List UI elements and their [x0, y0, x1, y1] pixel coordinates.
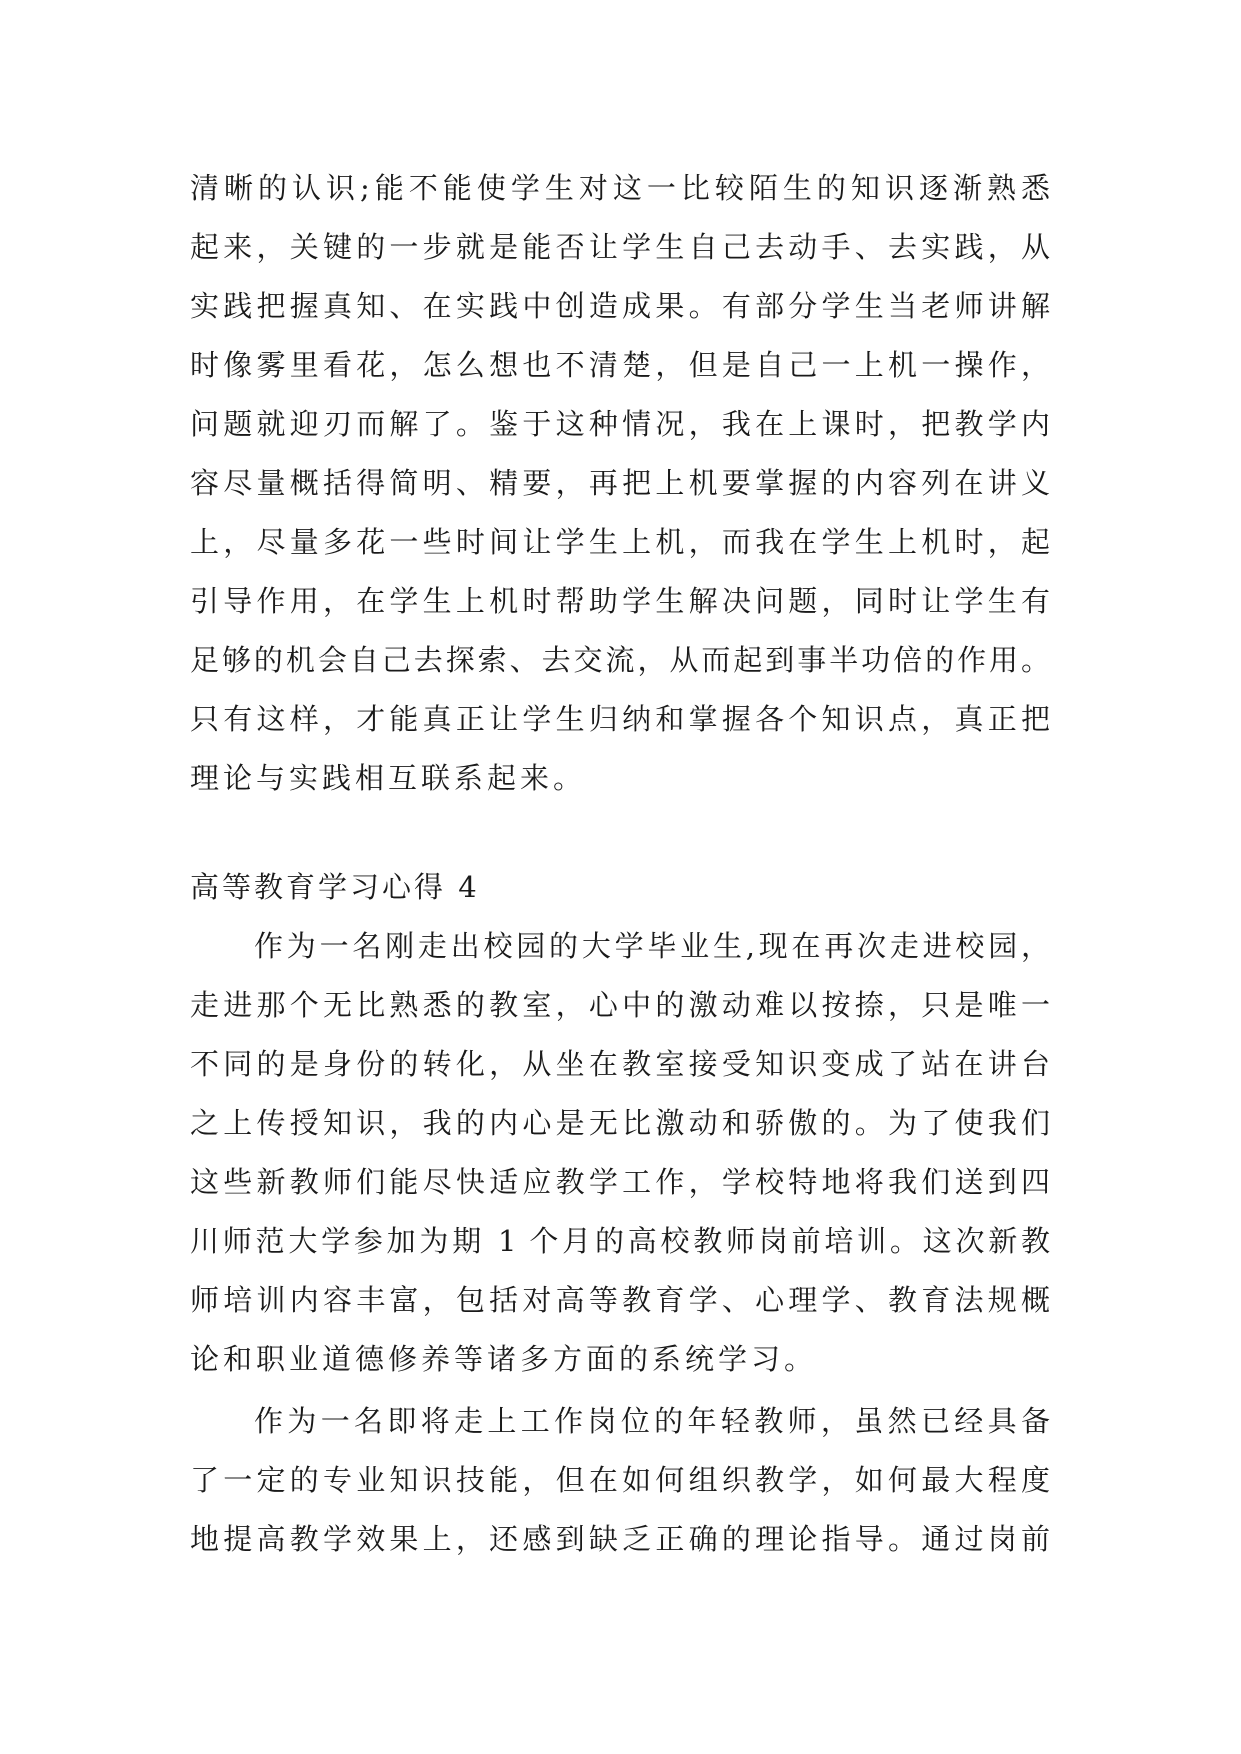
paragraph-line: 理论与实践相互联系起来。	[190, 761, 587, 795]
paragraph-line: 实践把握真知、在实践中创造成果。有部分学生当老师讲解	[190, 289, 1050, 323]
paragraph-line: 师培训内容丰富，包括对高等教育学、心理学、教育法规概	[190, 1283, 1050, 1317]
paragraph-line: 容尽量概括得简明、精要，再把上机要掌握的内容列在讲义	[190, 466, 1050, 500]
paragraph-line: 了一定的专业知识技能，但在如何组织教学，如何最大程度	[190, 1463, 1050, 1497]
paragraph-line: 起来，关键的一步就是能否让学生自己去动手、去实践，从	[190, 230, 1050, 264]
paragraph-line: 地提高教学效果上，还感到缺乏正确的理论指导。通过岗前	[190, 1522, 1050, 1556]
paragraph-line: 足够的机会自己去探索、去交流，从而起到事半功倍的作用。	[190, 643, 1050, 677]
paragraph-line: 清晰的认识;能不能使学生对这一比较陌生的知识逐渐熟悉	[190, 171, 1050, 205]
paragraph-line: 不同的是身份的转化，从坐在教室接受知识变成了站在讲台	[190, 1047, 1050, 1081]
paragraph-line: 之上传授知识，我的内心是无比激动和骄傲的。为了使我们	[190, 1106, 1050, 1140]
paragraph-line: 引导作用，在学生上机时帮助学生解决问题，同时让学生有	[190, 584, 1050, 618]
paragraph-line: 作为一名即将走上工作岗位的年轻教师，虽然已经具备	[254, 1404, 1050, 1438]
paragraph-line: 上，尽量多花一些时间让学生上机，而我在学生上机时，起	[190, 525, 1050, 559]
paragraph-line: 论和职业道德修养等诸多方面的系统学习。	[190, 1342, 818, 1376]
section-heading: 高等教育学习心得 4	[190, 870, 480, 904]
paragraph-line: 这些新教师们能尽快适应教学工作，学校特地将我们送到四	[190, 1165, 1050, 1199]
paragraph-line: 只有这样，才能真正让学生归纳和掌握各个知识点，真正把	[190, 702, 1050, 736]
paragraph-line: 作为一名刚走出校园的大学毕业生,现在再次走进校园，	[254, 929, 1050, 963]
paragraph-line: 问题就迎刃而解了。鉴于这种情况，我在上课时，把教学内	[190, 407, 1050, 441]
paragraph-line: 川师范大学参加为期 1 个月的高校教师岗前培训。这次新教	[190, 1224, 1050, 1258]
paragraph-line: 时像雾里看花，怎么想也不清楚，但是自己一上机一操作，	[190, 348, 1050, 382]
paragraph-line: 走进那个无比熟悉的教室，心中的激动难以按捺，只是唯一	[190, 988, 1050, 1022]
